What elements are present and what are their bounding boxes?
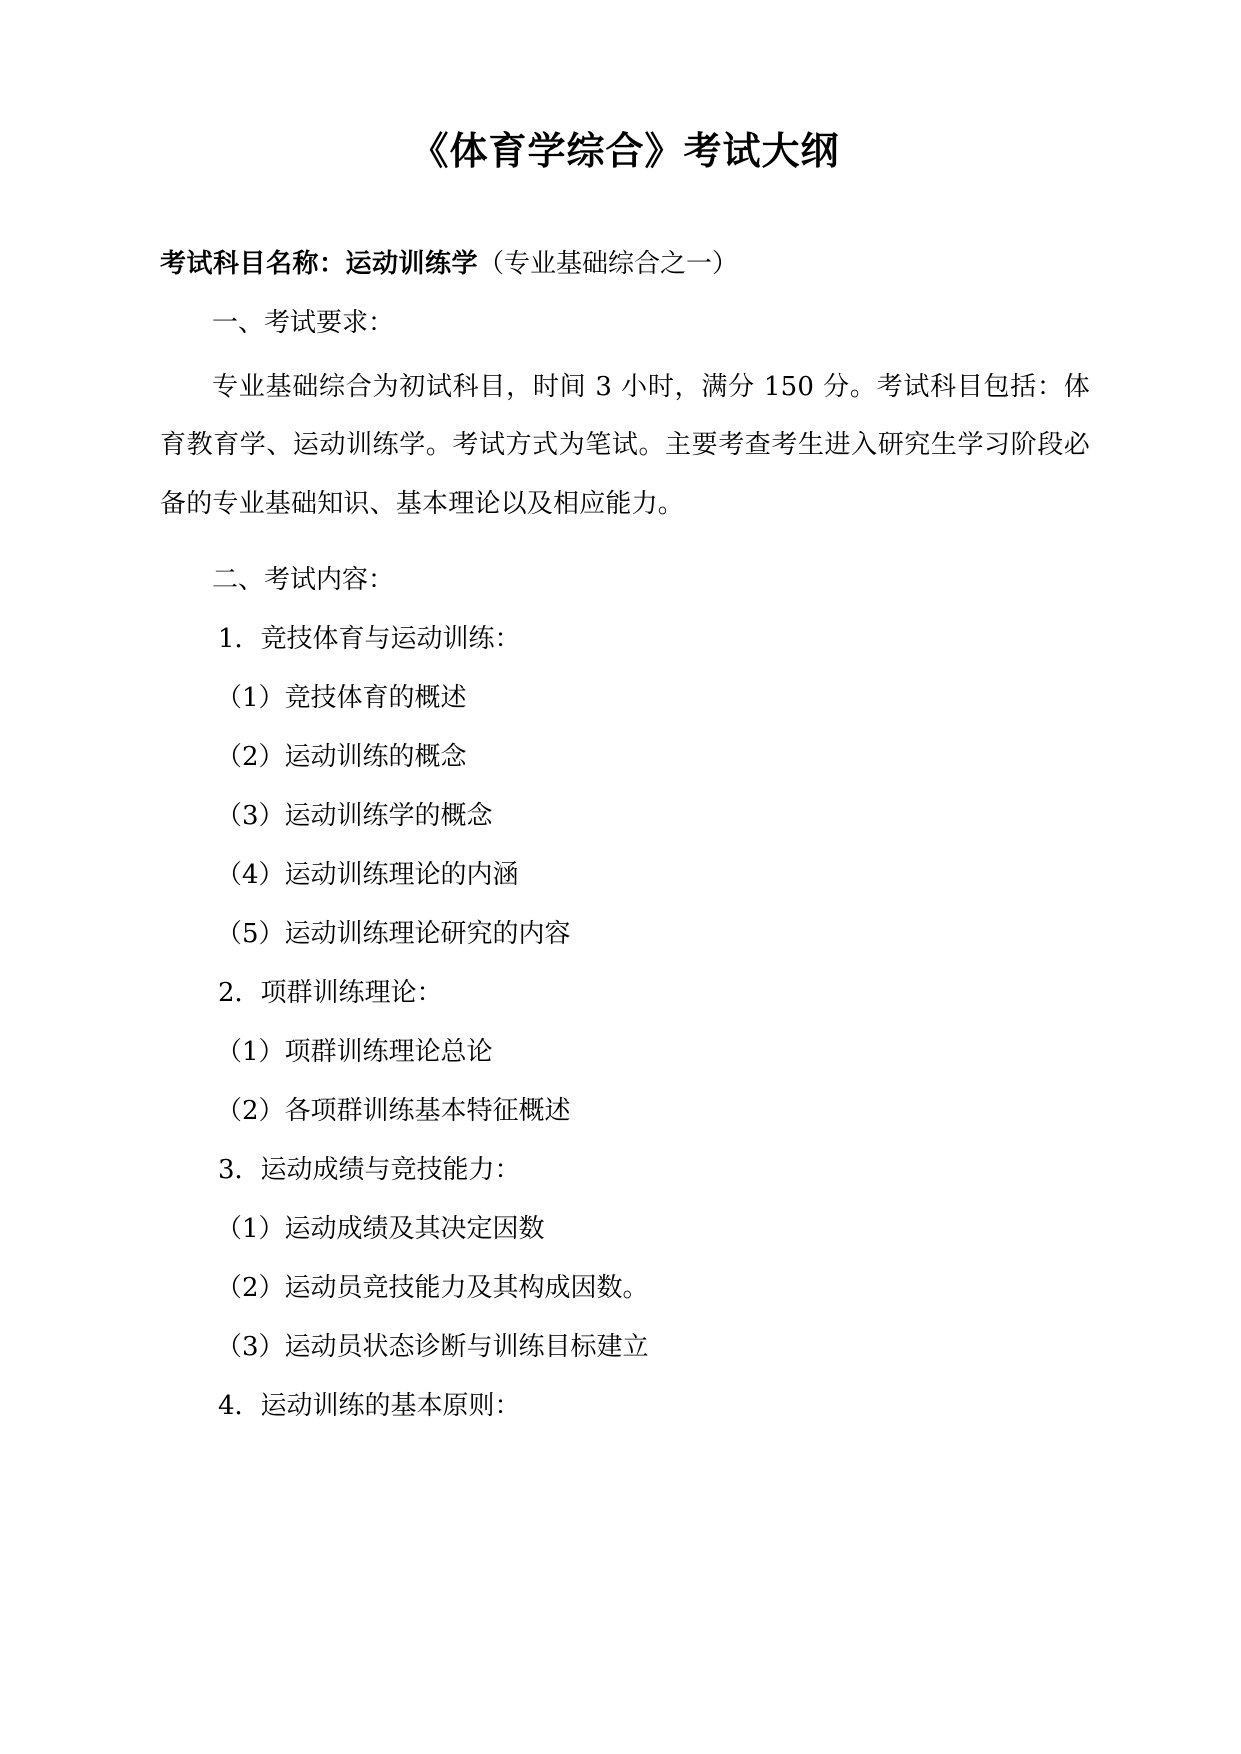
content-item-3 xyxy=(160,1124,1090,1183)
content-subitem: （2）各项群训练基本特征概述 xyxy=(216,1095,571,1126)
document-title: 《体育学综合》考试大纲 xyxy=(410,129,840,173)
exam-subject-line xyxy=(160,176,1090,277)
content-item-1 xyxy=(160,593,1090,652)
exam-subject-qualifier: （专业基础综合之一） xyxy=(478,248,739,279)
content-item-2-number: 2． xyxy=(218,977,261,1008)
content-item-1-title: 竞技体育与运动训练： xyxy=(260,623,521,654)
content-item-4-number: 4． xyxy=(218,1390,261,1421)
exam-subject-text: 考试科目名称：运动训练学 xyxy=(160,248,479,279)
content-subitem: （1）竞技体育的概述 xyxy=(216,682,467,713)
content-item-3-title: 运动成绩与竞技能力： xyxy=(260,1154,521,1185)
requirements-paragraph: 专业基础综合为初试科目，时间 3 小时，满分 150 分。考试科目包括：体育教育学、运动训练学。考试方式为笔试。主要考查考生进入研究生学习阶段必备的专业基础知识、基本理论以及相应能力。 xyxy=(160,371,1090,519)
content-subitem: （3）运动训练学的概念 xyxy=(216,800,493,831)
section-heading-content: 二、考试内容： xyxy=(212,564,395,595)
content-item-2-title: 项群训练理论： xyxy=(260,977,443,1008)
content-subitem: （1）运动成绩及其决定因数 xyxy=(216,1213,545,1244)
content-subitem: （1）项群训练理论总论 xyxy=(216,1036,493,1067)
document-body xyxy=(160,0,1090,1419)
content-item-3-number: 3． xyxy=(218,1154,261,1185)
content-subitem: （3）运动员状态诊断与训练目标建立 xyxy=(216,1331,649,1362)
section-heading-requirements: 一、考试要求： xyxy=(212,307,395,338)
content-item-4-title: 运动训练的基本原则： xyxy=(260,1390,521,1421)
content-item-1-number: 1． xyxy=(218,623,261,654)
content-item-2 xyxy=(160,947,1090,1006)
content-subitem: （4）运动训练理论的内涵 xyxy=(216,859,519,890)
content-item-4 xyxy=(160,1360,1090,1419)
content-subitem: （2）运动训练的概念 xyxy=(216,741,467,772)
content-subitem: （5）运动训练理论研究的内容 xyxy=(216,918,571,949)
content-subitem: （2）运动员竞技能力及其构成因数。 xyxy=(216,1272,649,1303)
